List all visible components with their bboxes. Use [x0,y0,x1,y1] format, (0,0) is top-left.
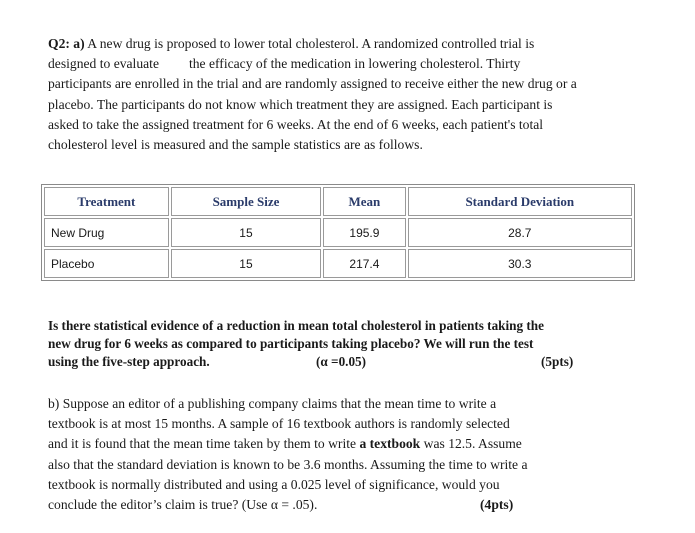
sample-statistics-table [41,184,635,281]
question-a-text [48,34,678,155]
table-row [44,249,632,278]
cell-treatment: New Drug [44,218,169,247]
table-row [44,218,632,247]
cell-standard-deviation: 28.7 [408,218,632,247]
bold-phrase: a textbook [359,436,421,452]
cell-sample-size: 15 [171,249,322,278]
header-mean: Mean [323,187,405,216]
cell-treatment: Placebo [44,249,169,278]
points-label: (5pts) [541,354,574,369]
question-b-text [48,394,678,515]
text-line: b) Suppose an editor of a publishing company claims that the mean time to write a [48,396,497,411]
cell-mean: 217.4 [323,249,405,278]
header-standard-deviation: Standard Deviation [408,187,632,216]
text-line: placebo. The participants do not know which treatment they are assigned. Each participant is [48,96,553,112]
text-line: textbook is normally distributed and using a 0.025 level of significance, would you [48,476,500,492]
text-line: and it is found that the mean time taken by them to write [48,436,360,452]
text-line: participants are enrolled in the trial and are randomly assigned to receive either the new drug or a [48,76,577,92]
text-line: cholesterol level is measured and the sample statistics are as follows. [48,137,423,153]
text-line: also that the standard deviation is known to be 3.6 months. Assuming the time to write a [48,456,528,472]
evidence-question [48,317,668,371]
text-line: new drug for 6 weeks as compared to participants taking placebo? We will run the test [48,336,534,351]
text-line: conclude the editor’s claim is true? (Use α = .05). [48,497,318,513]
text-line: Is there statistical evidence of a reduction in mean total cholesterol in patients taking the [48,318,544,333]
text-line: was 12.5. Assume [420,436,522,452]
text-line: A new drug is proposed to lower total cholesterol. A randomized controlled trial is [84,36,535,51]
table-header-row [44,187,632,216]
text-line: textbook is at most 15 months. A sample of 16 textbook authors is randomly selected [48,416,510,432]
text-line: designed to evaluate [48,56,159,72]
text-line: asked to take the assigned treatment for 6 weeks. At the end of 6 weeks, each patient's total [48,116,544,132]
header-sample-size: Sample Size [171,187,322,216]
header-treatment: Treatment [44,187,169,216]
cell-sample-size: 15 [171,218,322,247]
cell-standard-deviation: 30.3 [408,249,632,278]
cell-mean: 195.9 [323,218,405,247]
question-label: Q2: a) [48,36,85,51]
points-label: (4pts) [480,497,514,513]
text-line: the efficacy of the medication in lowering cholesterol. Thirty [188,56,521,72]
text-line: using the five-step approach. [48,354,210,369]
alpha-level: (α =0.05) [316,354,367,369]
